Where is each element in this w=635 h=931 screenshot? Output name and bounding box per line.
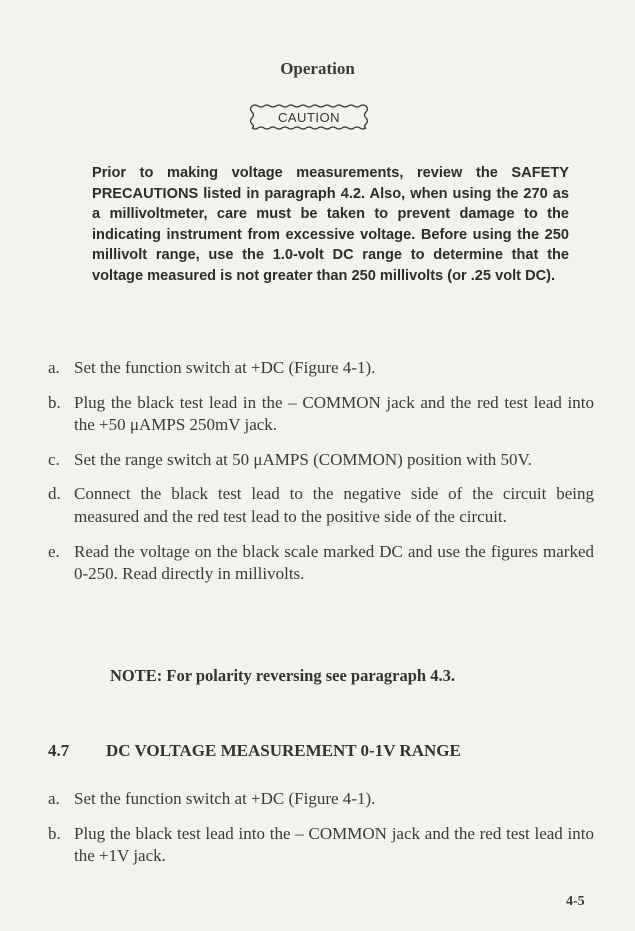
list-item [48,449,594,472]
list-item [48,823,594,868]
step-text: Set the function switch at +DC (Figure 4-1). [74,789,376,808]
step-marker: a. [48,789,60,808]
list-item [48,357,594,380]
list-item [48,483,594,528]
page-number: 4-5 [566,894,585,909]
step-text: Connect the black test lead to the negative side of the circuit being measured and the red test lead to the positive side of the circuit. [74,484,594,526]
one-volt-steps-list [48,788,594,880]
step-marker: a. [48,358,60,377]
step-marker: e. [48,541,60,561]
step-marker: b. [48,823,61,843]
step-marker: c. [48,449,60,469]
step-text: Plug the black test lead in the – COMMON jack and the red test lead into the +50 μAMPS 250mV jack. [74,392,594,435]
list-item [48,541,594,586]
polarity-note: NOTE: For polarity reversing see paragraph 4.3. [110,666,455,685]
step-text: Read the voltage on the black scale marked DC and use the figures marked 0-250. Read directly in millivolts. [74,541,594,584]
step-text: Plug the black test lead into the – COMMON jack and the red test lead into the +1V jack. [74,823,594,866]
section-heading [48,741,568,761]
list-item [48,392,594,437]
step-marker: d. [48,484,61,504]
section-title: DC VOLTAGE MEASUREMENT 0-1V RANGE [106,741,461,760]
section-number: 4.7 [48,741,70,760]
step-text: Set the range switch at 50 μAMPS (COMMON) position with 50V. [74,449,532,469]
millivolt-steps-list [48,357,594,598]
list-item [48,788,594,811]
page-header: Operation [280,59,355,78]
step-marker: b. [48,392,61,412]
caution-label: CAUTION [278,110,340,125]
caution-banner [248,103,370,131]
step-text: Set the function switch at +DC (Figure 4-1). [74,358,376,377]
caution-warning-text: Prior to making voltage measurements, review the SAFETY PRECAUTIONS listed in paragraph 4.2. Also, when using the 270 as a millivoltmeter, care must be taken to prevent damage to the indicating instrument from excessive voltage. Before using the 250 millivolt range, use the 1.0-volt DC range to determine that the voltage measured is not greater than 250 millivolts (or .25 volt DC). [92,165,569,284]
